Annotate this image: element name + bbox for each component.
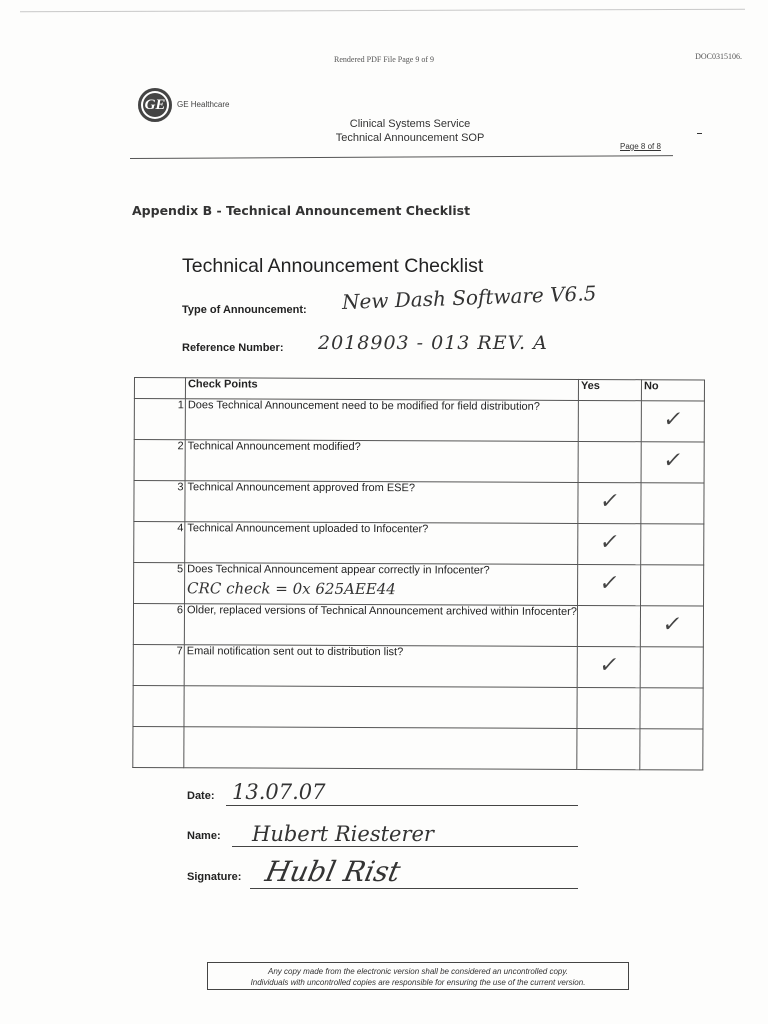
signature-value: Hubl Rist (262, 855, 404, 888)
table-row (134, 399, 704, 442)
row-check-point-text: Does Technical Announcement appear correctly in Infocenter? (187, 563, 490, 577)
header-yes: Yes (578, 379, 641, 400)
yes-check-icon: ✓ (597, 653, 621, 679)
row-check-point: Does Technical Announcement need to be modified for field distribution? (185, 399, 578, 442)
signature-label: Signature: (187, 871, 242, 883)
table-row (134, 563, 704, 606)
yes-check-icon: ✓ (597, 530, 621, 556)
table-header-row (134, 378, 704, 401)
table-row (134, 481, 704, 524)
table-row-empty (133, 685, 703, 728)
row-no-cell (641, 565, 704, 606)
table-row (133, 644, 703, 687)
empty-cell (577, 728, 640, 769)
reference-value: 2018903 - 013 REV. A (318, 332, 548, 354)
yes-check-icon: ✓ (597, 489, 621, 515)
yes-check-icon: ✓ (597, 571, 621, 597)
checklist-table (132, 377, 705, 770)
row-no-cell (641, 442, 704, 483)
scan-edge-line (20, 9, 745, 13)
no-check-icon: ✓ (660, 612, 684, 638)
row-number: 1 (134, 399, 185, 440)
empty-cell (133, 685, 184, 726)
table-row-empty (133, 726, 703, 769)
row-yes-cell (578, 564, 641, 605)
document-id: DOC0315106. (695, 52, 742, 61)
header-no: No (641, 380, 704, 401)
row-number: 5 (134, 563, 185, 604)
company-name: GE Healthcare (177, 100, 230, 109)
row-yes-cell (577, 605, 640, 646)
row-no-cell (641, 401, 704, 442)
row-yes-cell (578, 482, 641, 523)
row-yes-cell (577, 646, 640, 687)
crc-note: CRC check = 0x 625AEE44 (187, 579, 396, 599)
no-check-icon: ✓ (661, 407, 685, 433)
page-number: Page 8 of 8 (620, 142, 661, 151)
header-number-cell (134, 378, 185, 399)
logo-text: GE (144, 96, 166, 113)
row-check-point (185, 563, 578, 606)
empty-cell (184, 686, 577, 729)
header-title-line1: Clinical Systems Service (349, 118, 471, 130)
date-label: Date: (187, 790, 215, 802)
header-title-line2: Technical Announcement SOP (335, 132, 485, 144)
row-yes-cell (578, 400, 641, 441)
reference-label: Reference Number: (182, 342, 284, 354)
empty-cell (640, 688, 703, 729)
footer-line1: Any copy made from the electronic version shall be considered an uncontrolled copy. (267, 967, 568, 976)
row-check-point: Older, replaced versions of Technical Announcement archived within Infocenter? (184, 604, 577, 647)
row-check-point: Technical Announcement uploaded to Infocenter? (185, 522, 578, 565)
stray-mark (697, 133, 702, 134)
date-line (226, 805, 578, 806)
table-row (134, 440, 704, 483)
empty-cell (577, 687, 640, 728)
row-yes-cell (578, 523, 641, 564)
no-check-icon: ✓ (661, 448, 685, 474)
ge-logo-icon (138, 88, 172, 122)
signature-line (250, 888, 578, 889)
row-number: 3 (134, 481, 185, 522)
row-number: 6 (133, 604, 184, 645)
row-check-point: Technical Announcement modified? (185, 440, 578, 483)
empty-cell (640, 729, 703, 770)
row-check-point: Email notification sent out to distribution list? (184, 645, 577, 688)
header-check-points: Check Points (185, 378, 578, 401)
header-rule (130, 155, 673, 159)
table-row (133, 604, 703, 647)
type-label: Type of Announcement: (182, 304, 307, 316)
empty-cell (133, 726, 184, 767)
footer-disclaimer (207, 962, 629, 990)
row-number: 2 (134, 440, 185, 481)
table-row (134, 522, 704, 565)
appendix-title: Appendix B - Technical Announcement Checklist (132, 203, 471, 218)
name-line (232, 846, 578, 847)
empty-cell (184, 727, 577, 770)
date-value: 13.07.07 (232, 780, 326, 804)
row-no-cell (641, 524, 704, 565)
row-no-cell (640, 606, 703, 647)
row-number: 7 (133, 644, 184, 685)
footer-line2: Individuals with uncontrolled copies are responsible for ensuring the use of the current version. (250, 978, 586, 987)
row-number: 4 (134, 522, 185, 563)
row-no-cell (641, 483, 704, 524)
name-value: Hubert Riesterer (252, 822, 434, 846)
rendered-page-label: Rendered PDF File Page 9 of 9 (334, 55, 434, 64)
type-value: New Dash Software V6.5 (341, 281, 597, 314)
row-no-cell (640, 647, 703, 688)
row-check-point: Technical Announcement approved from ESE? (185, 481, 578, 524)
name-label: Name: (187, 830, 221, 842)
row-yes-cell (578, 441, 641, 482)
checklist-title: Technical Announcement Checklist (182, 255, 484, 277)
